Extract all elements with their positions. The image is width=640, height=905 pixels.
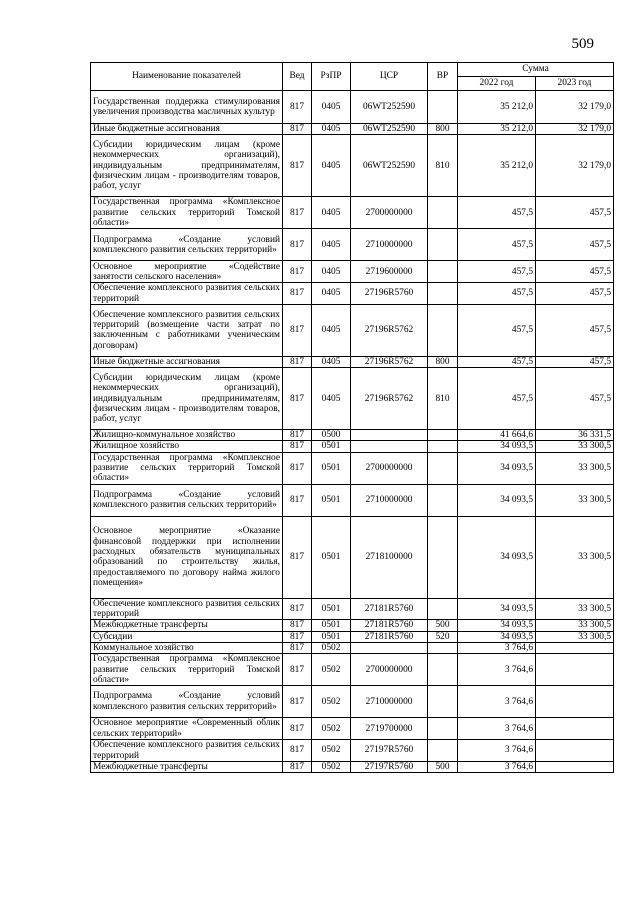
cell-csr: 06WT252590 xyxy=(351,124,428,135)
cell-csr: 2700000000 xyxy=(351,197,428,229)
cell-vr xyxy=(428,261,458,283)
cell-sum-2022: 457,5 xyxy=(458,261,536,283)
table-row xyxy=(91,91,614,124)
cell-sum-2022: 3 764,6 xyxy=(458,761,536,772)
cell-ved: 817 xyxy=(283,484,312,516)
cell-sum-2022: 34 093,5 xyxy=(458,620,536,631)
cell-name: Обеспечение комплексного развития сельских территорий xyxy=(91,740,283,762)
cell-csr: 2719600000 xyxy=(351,261,428,283)
table-row xyxy=(91,261,614,283)
cell-rzpr: 0501 xyxy=(312,484,351,516)
cell-csr: 27196R5762 xyxy=(351,356,428,367)
cell-csr xyxy=(351,441,428,452)
cell-ved: 817 xyxy=(283,283,312,305)
cell-sum-2023 xyxy=(536,686,614,718)
cell-name: Жилищное хозяйство xyxy=(91,441,283,452)
cell-sum-2022: 34 093,5 xyxy=(458,516,536,598)
cell-sum-2023: 457,5 xyxy=(536,261,614,283)
cell-vr xyxy=(428,642,458,653)
table-row xyxy=(91,761,614,772)
cell-sum-2023: 33 300,5 xyxy=(536,620,614,631)
cell-vr xyxy=(428,484,458,516)
cell-vr xyxy=(428,718,458,740)
cell-name: Иные бюджетные ассигнования xyxy=(91,124,283,135)
cell-ved: 817 xyxy=(283,631,312,642)
cell-name: Подпрограмма «Создание условий комплексного развития сельских территорий» xyxy=(91,229,283,261)
cell-sum-2023: 32 179,0 xyxy=(536,91,614,124)
cell-vr: 500 xyxy=(428,620,458,631)
cell-rzpr: 0405 xyxy=(312,91,351,124)
cell-csr: 2700000000 xyxy=(351,654,428,686)
table-row xyxy=(91,631,614,642)
cell-name: Обеспечение комплексного развития сельских территорий (возмещение части затрат по заключенным с работниками ученическим договорам) xyxy=(91,304,283,356)
cell-ved: 817 xyxy=(283,304,312,356)
cell-sum-2023: 32 179,0 xyxy=(536,124,614,135)
cell-sum-2023: 36 331,5 xyxy=(536,430,614,441)
cell-sum-2022: 34 093,5 xyxy=(458,452,536,484)
cell-rzpr: 0501 xyxy=(312,452,351,484)
table-row xyxy=(91,229,614,261)
cell-vr xyxy=(428,91,458,124)
cell-vr xyxy=(428,197,458,229)
cell-ved: 817 xyxy=(283,135,312,197)
table-row xyxy=(91,620,614,631)
cell-rzpr: 0502 xyxy=(312,740,351,762)
cell-sum-2023: 33 300,5 xyxy=(536,441,614,452)
cell-csr: 27181R5760 xyxy=(351,598,428,620)
table-row xyxy=(91,368,614,430)
cell-vr xyxy=(428,441,458,452)
cell-sum-2022: 35 212,0 xyxy=(458,124,536,135)
cell-csr: 27197R5760 xyxy=(351,740,428,762)
cell-sum-2022: 34 093,5 xyxy=(458,484,536,516)
cell-csr: 2710000000 xyxy=(351,229,428,261)
cell-rzpr: 0405 xyxy=(312,356,351,367)
cell-sum-2022: 3 764,6 xyxy=(458,642,536,653)
cell-sum-2022: 3 764,6 xyxy=(458,718,536,740)
cell-sum-2023 xyxy=(536,654,614,686)
table-row xyxy=(91,304,614,356)
cell-sum-2023 xyxy=(536,761,614,772)
table-row xyxy=(91,430,614,441)
cell-vr xyxy=(428,686,458,718)
cell-csr: 27196R5762 xyxy=(351,368,428,430)
cell-sum-2023 xyxy=(536,718,614,740)
cell-sum-2022: 457,5 xyxy=(458,368,536,430)
cell-sum-2023 xyxy=(536,642,614,653)
cell-ved: 817 xyxy=(283,686,312,718)
cell-rzpr: 0501 xyxy=(312,631,351,642)
cell-name: Коммунальное хозяйство xyxy=(91,642,283,653)
table-row xyxy=(91,686,614,718)
header-csr: ЦСР xyxy=(351,63,428,91)
cell-vr: 810 xyxy=(428,368,458,430)
cell-ved: 817 xyxy=(283,642,312,653)
cell-vr: 810 xyxy=(428,135,458,197)
cell-rzpr: 0501 xyxy=(312,598,351,620)
cell-ved: 817 xyxy=(283,718,312,740)
cell-vr xyxy=(428,516,458,598)
cell-sum-2023 xyxy=(536,740,614,762)
cell-rzpr: 0501 xyxy=(312,620,351,631)
table-header xyxy=(91,63,614,91)
cell-rzpr: 0502 xyxy=(312,686,351,718)
cell-sum-2022: 457,5 xyxy=(458,229,536,261)
cell-sum-2022: 3 764,6 xyxy=(458,686,536,718)
cell-vr xyxy=(428,598,458,620)
cell-vr xyxy=(428,740,458,762)
cell-vr xyxy=(428,229,458,261)
cell-ved: 817 xyxy=(283,261,312,283)
cell-ved: 817 xyxy=(283,598,312,620)
cell-name: Субсидии юридическим лицам (кроме некоммерческих организаций), индивидуальным предпринимателям, физическим лицам - производителям товаров, работ, услуг xyxy=(91,135,283,197)
cell-name: Основное мероприятие «Современный облик сельских территорий» xyxy=(91,718,283,740)
cell-name: Обеспечение комплексного развития сельских территорий xyxy=(91,598,283,620)
table-row xyxy=(91,598,614,620)
cell-rzpr: 0405 xyxy=(312,304,351,356)
table-row xyxy=(91,135,614,197)
cell-name: Жилищно-коммунальное хозяйство xyxy=(91,430,283,441)
cell-ved: 817 xyxy=(283,91,312,124)
cell-vr: 520 xyxy=(428,631,458,642)
cell-vr: 800 xyxy=(428,124,458,135)
cell-sum-2023: 33 300,5 xyxy=(536,598,614,620)
cell-name: Подпрограмма «Создание условий комплексного развития сельских территорий» xyxy=(91,686,283,718)
cell-name: Государственная программа «Комплексное развитие сельских территорий Томской области» xyxy=(91,197,283,229)
table-row xyxy=(91,124,614,135)
cell-sum-2022: 457,5 xyxy=(458,197,536,229)
cell-sum-2023: 457,5 xyxy=(536,197,614,229)
cell-csr xyxy=(351,430,428,441)
cell-vr xyxy=(428,654,458,686)
cell-rzpr: 0502 xyxy=(312,654,351,686)
table-row xyxy=(91,197,614,229)
cell-sum-2023: 33 300,5 xyxy=(536,631,614,642)
cell-sum-2023: 457,5 xyxy=(536,368,614,430)
cell-sum-2022: 35 212,0 xyxy=(458,135,536,197)
cell-rzpr: 0502 xyxy=(312,642,351,653)
cell-ved: 817 xyxy=(283,124,312,135)
cell-sum-2023: 457,5 xyxy=(536,304,614,356)
cell-name: Межбюджетные трансферты xyxy=(91,761,283,772)
cell-ved: 817 xyxy=(283,516,312,598)
cell-ved: 817 xyxy=(283,430,312,441)
cell-sum-2022: 35 212,0 xyxy=(458,91,536,124)
cell-rzpr: 0405 xyxy=(312,124,351,135)
cell-vr xyxy=(428,304,458,356)
cell-sum-2022: 34 093,5 xyxy=(458,598,536,620)
header-name: Наименование показателей xyxy=(91,63,283,91)
cell-ved: 817 xyxy=(283,654,312,686)
cell-rzpr: 0501 xyxy=(312,516,351,598)
cell-csr: 2710000000 xyxy=(351,686,428,718)
header-year-2023: 2023 год xyxy=(536,77,614,91)
table-row xyxy=(91,654,614,686)
table-row xyxy=(91,718,614,740)
cell-rzpr: 0502 xyxy=(312,718,351,740)
cell-csr: 2718100000 xyxy=(351,516,428,598)
cell-sum-2023: 457,5 xyxy=(536,229,614,261)
cell-csr: 06WT252590 xyxy=(351,91,428,124)
cell-name: Государственная программа «Комплексное развитие сельских территорий Томской области» xyxy=(91,654,283,686)
cell-vr xyxy=(428,430,458,441)
page-number: 509 xyxy=(571,36,594,52)
cell-name: Государственная программа «Комплексное развитие сельских территорий Томской области» xyxy=(91,452,283,484)
table-row xyxy=(91,441,614,452)
cell-sum-2023: 33 300,5 xyxy=(536,452,614,484)
header-year-2022: 2022 год xyxy=(458,77,536,91)
cell-name: Обеспечение комплексного развития сельских территорий xyxy=(91,283,283,305)
cell-vr xyxy=(428,283,458,305)
table-body xyxy=(91,91,614,773)
header-sum: Сумма xyxy=(458,63,614,77)
cell-name: Субсидии xyxy=(91,631,283,642)
cell-sum-2022: 457,5 xyxy=(458,356,536,367)
cell-sum-2022: 34 093,5 xyxy=(458,441,536,452)
cell-sum-2023: 33 300,5 xyxy=(536,484,614,516)
table-row xyxy=(91,516,614,598)
cell-rzpr: 0501 xyxy=(312,441,351,452)
cell-rzpr: 0405 xyxy=(312,283,351,305)
cell-ved: 817 xyxy=(283,441,312,452)
cell-rzpr: 0500 xyxy=(312,430,351,441)
cell-sum-2022: 457,5 xyxy=(458,304,536,356)
table-row xyxy=(91,356,614,367)
cell-rzpr: 0405 xyxy=(312,197,351,229)
cell-sum-2023: 457,5 xyxy=(536,283,614,305)
cell-csr: 27181R5760 xyxy=(351,620,428,631)
cell-sum-2022: 41 664,6 xyxy=(458,430,536,441)
table-row xyxy=(91,740,614,762)
cell-name: Подпрограмма «Создание условий комплексного развития сельских территорий» xyxy=(91,484,283,516)
cell-name: Основное мероприятие «Содействие занятости сельского населения» xyxy=(91,261,283,283)
cell-rzpr: 0405 xyxy=(312,368,351,430)
cell-sum-2022: 34 093,5 xyxy=(458,631,536,642)
header-rzpr: РзПР xyxy=(312,63,351,91)
cell-name: Государственная поддержка стимулирования увеличения производства масличных культур xyxy=(91,91,283,124)
header-vr: ВР xyxy=(428,63,458,91)
cell-sum-2023: 33 300,5 xyxy=(536,516,614,598)
cell-vr xyxy=(428,452,458,484)
header-ved: Вед xyxy=(283,63,312,91)
cell-ved: 817 xyxy=(283,761,312,772)
cell-rzpr: 0405 xyxy=(312,261,351,283)
cell-csr: 27196R5760 xyxy=(351,283,428,305)
cell-rzpr: 0405 xyxy=(312,135,351,197)
budget-table xyxy=(90,62,614,773)
cell-sum-2023: 32 179,0 xyxy=(536,135,614,197)
table-row xyxy=(91,452,614,484)
cell-vr: 800 xyxy=(428,356,458,367)
cell-csr: 06WT252590 xyxy=(351,135,428,197)
cell-rzpr: 0405 xyxy=(312,229,351,261)
cell-name: Межбюджетные трансферты xyxy=(91,620,283,631)
cell-vr: 500 xyxy=(428,761,458,772)
cell-sum-2022: 3 764,6 xyxy=(458,654,536,686)
cell-sum-2022: 457,5 xyxy=(458,283,536,305)
cell-csr xyxy=(351,642,428,653)
cell-csr: 2719700000 xyxy=(351,718,428,740)
cell-ved: 817 xyxy=(283,620,312,631)
cell-ved: 817 xyxy=(283,229,312,261)
cell-sum-2022: 3 764,6 xyxy=(458,740,536,762)
cell-name: Основное мероприятие «Оказание финансовой поддержки при исполнении расходных обязательств муниципальных образований по строительству жилья, предоставляемого по договору найма жилого помещения» xyxy=(91,516,283,598)
table-row xyxy=(91,642,614,653)
table-row xyxy=(91,484,614,516)
cell-name: Субсидии юридическим лицам (кроме некоммерческих организаций), индивидуальным предпринимателям, физическим лицам - производителям товаров, работ, услуг xyxy=(91,368,283,430)
cell-csr: 27197R5760 xyxy=(351,761,428,772)
cell-ved: 817 xyxy=(283,368,312,430)
cell-ved: 817 xyxy=(283,452,312,484)
cell-csr: 27181R5760 xyxy=(351,631,428,642)
cell-ved: 817 xyxy=(283,197,312,229)
cell-name: Иные бюджетные ассигнования xyxy=(91,356,283,367)
cell-csr: 27196R5762 xyxy=(351,304,428,356)
table-row xyxy=(91,283,614,305)
cell-sum-2023: 457,5 xyxy=(536,356,614,367)
cell-rzpr: 0502 xyxy=(312,761,351,772)
cell-csr: 2700000000 xyxy=(351,452,428,484)
cell-ved: 817 xyxy=(283,356,312,367)
cell-ved: 817 xyxy=(283,740,312,762)
cell-csr: 2710000000 xyxy=(351,484,428,516)
